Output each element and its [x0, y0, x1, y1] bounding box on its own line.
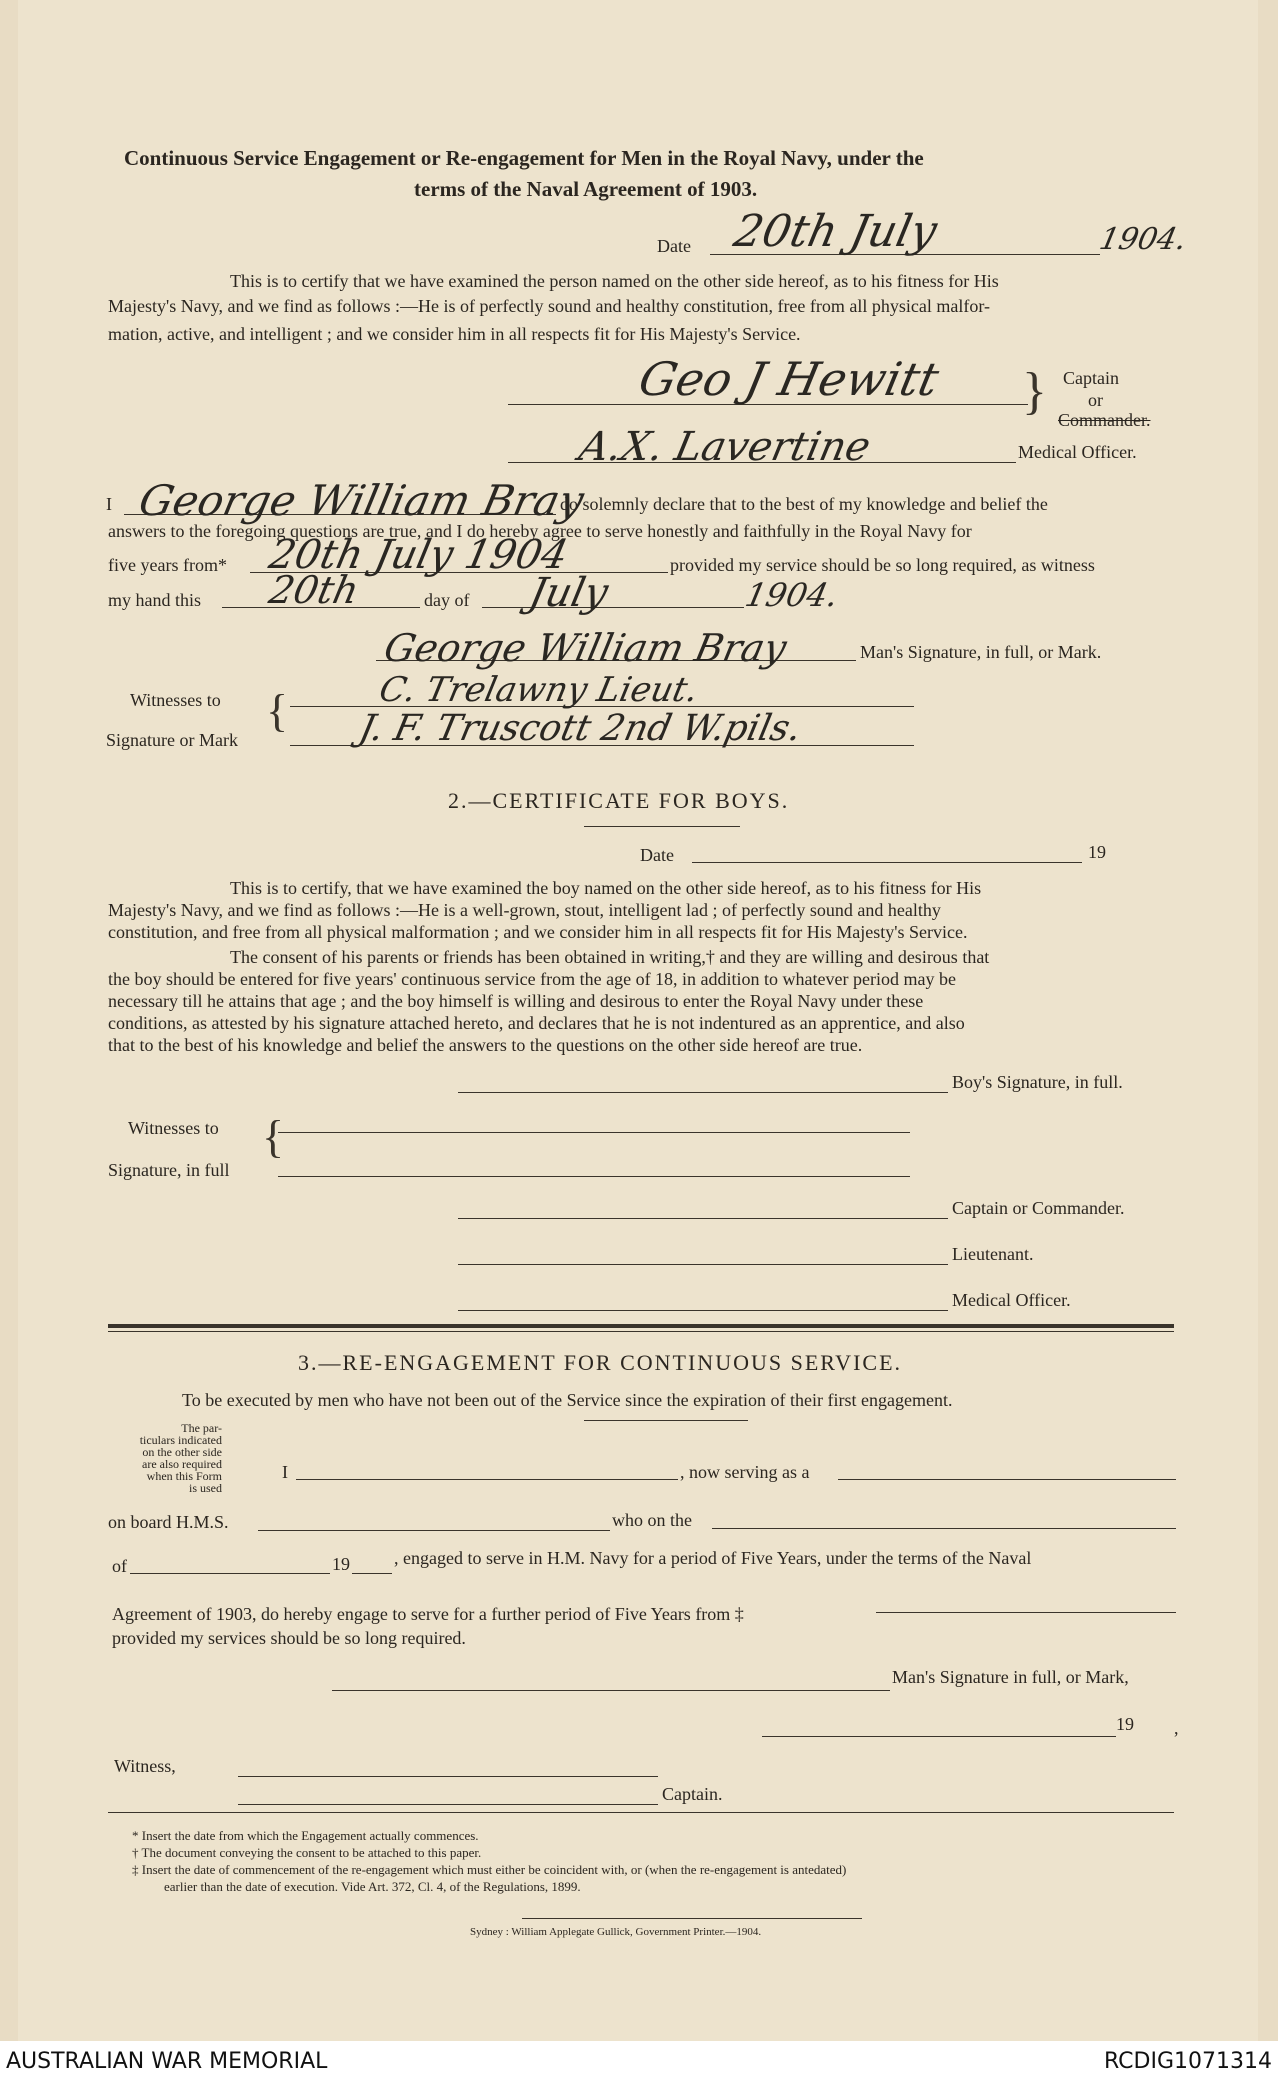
margin-note-line-6: is used	[189, 1481, 222, 1495]
section-divider-thin	[108, 1331, 1174, 1332]
declarant-name: George William Bray	[134, 476, 589, 525]
s2-para1-line-2: Majesty's Navy, and we find as follows :—He is a well-grown, stout, intelligent lad ; of perfectly sound and healthy	[108, 900, 941, 920]
boy-signature-label: Boy's Signature, in full.	[952, 1072, 1123, 1092]
margin-note-line-2: ticulars indicated	[139, 1433, 222, 1447]
s2-date-line	[692, 862, 1082, 863]
ship-line	[258, 1530, 610, 1531]
s3-i: I	[282, 1462, 288, 1482]
witness-2-signature: J. F. Truscott 2nd W.pils.	[355, 708, 805, 749]
month-handwritten: July	[525, 570, 613, 616]
footer-institution: AUSTRALIAN WAR MEMORIAL	[6, 2049, 328, 2074]
further-from-line	[876, 1612, 1176, 1613]
of-label: of	[112, 1556, 127, 1576]
s2-para1-line-3: constitution, and free from all physical malformation ; and we consider him in all respects fit for His Majesty's Service.	[108, 922, 968, 942]
s3-man-signature-label: Man's Signature in full, or Mark,	[892, 1667, 1129, 1687]
my-hand-label: my hand this	[108, 590, 201, 610]
s2-para2-line-5: that to the best of his knowledge and belief the answers to the questions on the other side hereof are true.	[108, 1035, 863, 1055]
s3-man-signature-line	[332, 1690, 890, 1691]
s1-signature-or-mark-label: Signature or Mark	[106, 730, 238, 750]
s2-witness-1-line	[278, 1132, 910, 1133]
rating-line	[838, 1479, 1176, 1480]
s2-witness-2-line	[278, 1176, 910, 1177]
s2-witnesses-to-label: Witnesses to	[128, 1118, 219, 1138]
decl-line-3: provided my service should be so long required, as witness	[670, 555, 1095, 575]
who-on-label: who on the	[612, 1510, 692, 1530]
s1-witness-brace: {	[266, 685, 289, 736]
s2-year-prefix: 19	[1088, 842, 1106, 862]
margin-note-line-5: when this Form	[146, 1469, 222, 1483]
s3-sub-rule	[584, 1420, 748, 1421]
note-4: earlier than the date of execution. Vide Art. 372, Cl. 4, of the Regulations, 1899.	[164, 1879, 581, 1894]
decl-line-1: do solemnly declare that to the best of my knowledge and belief the	[560, 494, 1048, 514]
s2-medical-label: Medical Officer.	[952, 1290, 1071, 1310]
five-years-label: five years from*	[108, 555, 227, 575]
commander-label: Commander.	[1058, 410, 1151, 430]
s1-para-line-2: Majesty's Navy, and we find as follows :—He is of perfectly sound and healthy constitution, free from all physical malfor-	[108, 296, 990, 316]
boy-signature-line	[458, 1092, 948, 1093]
decl-line-2: answers to the foregoing questions are true, and I do hereby agree to serve honestly and faithfully in the Royal Navy for	[108, 521, 972, 541]
s2-lieutenant-label: Lieutenant.	[952, 1244, 1034, 1264]
s3-witness-line	[238, 1776, 658, 1777]
footer-record-id: RCDIG1071314	[1103, 2049, 1272, 2074]
medical-officer-signature: A.X. Lavertine	[575, 424, 875, 470]
s1-date-year: 1904.	[1096, 222, 1190, 257]
year-handwritten: 1904.	[741, 576, 842, 614]
margin-note-line-1: The par-	[181, 1421, 222, 1435]
notes-divider	[108, 1812, 1174, 1813]
s3-date-comma: ,	[1174, 1718, 1179, 1738]
captain-label: Captain	[1063, 368, 1119, 388]
medical-officer-label: Medical Officer.	[1018, 442, 1137, 462]
s3-year-19: 19	[332, 1554, 350, 1574]
s2-para1-line-1: This is to certify, that we have examined the boy named on the other side hereof, as to his fitness for His	[230, 878, 982, 898]
s3-captain-label: Captain.	[662, 1784, 723, 1804]
of-line	[130, 1573, 330, 1574]
printer-imprint: Sydney : William Applegate Gullick, Government Printer.—1904.	[470, 1926, 762, 1938]
s3-margin-note	[110, 1422, 222, 1494]
agreement-text: Agreement of 1903, do hereby engage to serve for a further period of Five Years from ‡	[112, 1604, 744, 1624]
who-on-line	[712, 1528, 1176, 1529]
provided-text: provided my services should be so long required.	[112, 1628, 466, 1648]
or-label: or	[1088, 390, 1103, 410]
s3-year-line	[352, 1573, 392, 1574]
witness-1-signature: C. Trelawny Lieut.	[375, 670, 702, 710]
s3-date-year: 19	[1116, 1714, 1134, 1734]
s2-heading-rule	[584, 826, 740, 827]
day-handwritten: 20th	[265, 568, 363, 612]
s1-date-handwritten: 20th July	[729, 206, 942, 257]
margin-note-line-3: on the other side	[142, 1445, 222, 1459]
s2-para2-line-3: necessary till he attains that age ; and the boy himself is willing and desirous to enter the Royal Navy under these	[108, 991, 924, 1011]
s2-para2-line-1: The consent of his parents or friends has been obtained in writing,† and they are willing and desirous that	[230, 947, 990, 967]
s1-date-label: Date	[657, 236, 691, 256]
form-title-line-1: Continuous Service Engagement or Re-engagement for Men in the Royal Navy, under the	[124, 146, 924, 170]
s2-date-label: Date	[640, 845, 674, 865]
witness-label: Witness,	[114, 1756, 176, 1776]
now-serving-label: , now serving as a	[680, 1462, 810, 1482]
s2-signature-full-label: Signature, in full	[108, 1160, 230, 1180]
s1-para-line-1: This is to certify that we have examined the person named on the other side hereof, as to his fitness for His	[230, 271, 999, 291]
form-title-line-2: terms of the Naval Agreement of 1903.	[414, 177, 758, 201]
note-3: ‡ Insert the date of commencement of the re-engagement which must either be coincident with, or (when the re-engagement is antedated)	[132, 1862, 847, 1877]
s2-medical-line	[458, 1310, 948, 1311]
s3-subheading: To be executed by men who have not been out of the Service since the expiration of their first engagement.	[182, 1390, 953, 1410]
s2-witness-brace: {	[262, 1111, 285, 1162]
from-date-handwritten: 20th July 1904	[265, 532, 573, 578]
captain-signature: Geo J Hewitt	[634, 352, 944, 406]
s2-para2-line-2: the boy should be entered for five years' continuous service from the age of 18, in addition to whatever period may be	[108, 969, 956, 989]
note-2: † The document conveying the consent to be attached to this paper.	[132, 1845, 482, 1860]
s2-para2-line-4: conditions, as attested by his signature attached hereto, and declares that he is not indentured as an apprentice, and also	[108, 1013, 965, 1033]
decl-i: I	[106, 494, 112, 514]
margin-note-line-4: are also required	[142, 1457, 222, 1471]
s2-heading: 2.—CERTIFICATE FOR BOYS.	[448, 788, 790, 813]
captain-brace: }	[1022, 363, 1047, 420]
day-of-label: day of	[424, 590, 470, 610]
s3-name-line	[296, 1479, 678, 1480]
s2-captain-label: Captain or Commander.	[952, 1198, 1125, 1218]
s1-witnesses-to-label: Witnesses to	[130, 690, 221, 710]
month-line	[482, 607, 744, 608]
man-signature-label: Man's Signature, in full, or Mark.	[860, 642, 1102, 662]
archive-footer	[0, 2041, 1278, 2081]
note-1: * Insert the date from which the Engagement actually commences.	[132, 1828, 479, 1843]
man-signature: George William Bray	[380, 626, 791, 670]
s3-captain-line	[238, 1804, 658, 1805]
s3-heading: 3.—RE-ENGAGEMENT FOR CONTINUOUS SERVICE.	[298, 1350, 903, 1375]
s1-para-line-3: mation, active, and intelligent ; and we consider him in all respects fit for His Majesty's Service.	[108, 324, 801, 344]
engaged-text: , engaged to serve in H.M. Navy for a period of Five Years, under the terms of the Naval	[394, 1548, 1032, 1568]
s3-date-line	[762, 1736, 1116, 1737]
printer-rule	[522, 1918, 862, 1919]
s2-captain-line	[458, 1218, 948, 1219]
on-board-label: on board H.M.S.	[108, 1512, 229, 1532]
section-divider-thick	[108, 1324, 1174, 1328]
s2-lieutenant-line	[458, 1264, 948, 1265]
